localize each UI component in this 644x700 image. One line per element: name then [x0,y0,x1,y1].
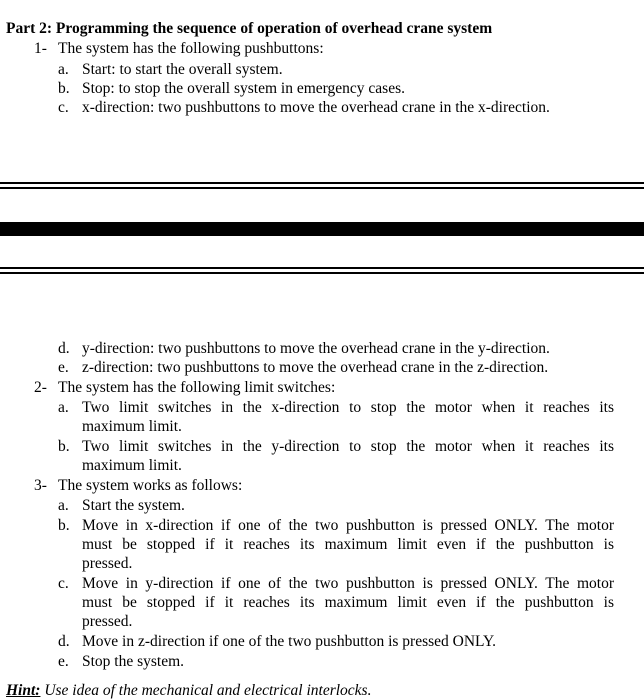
page-title: Part 2: Programming the sequence of operation of overhead crane system [6,20,493,37]
section-2-heading: The system has the following limit switches: [58,379,336,396]
list-item-letter: d. [58,340,70,357]
divider-bar [0,222,644,236]
divider-line [0,267,644,269]
hint [6,681,371,700]
divider-line [0,272,644,274]
list-item-letter: a. [58,497,69,514]
list-item-continuation: pressed. [82,613,133,630]
list-item-letter: e. [58,359,69,376]
list-item-letter: a. [58,399,69,416]
divider-line [0,182,644,184]
list-item: y-direction: two pushbuttons to move the overhead crane in the y-direction. [82,340,550,357]
list-item: z-direction: two pushbuttons to move the overhead crane in the z-direction. [82,359,549,376]
section-2-number: 2- [34,379,47,396]
hint-text: Use idea of the mechanical and electrical interlocks. [44,682,372,699]
list-item: Move in z-direction if one of the two pushbutton is pressed ONLY. [82,633,497,650]
divider-line [0,187,644,189]
list-item-letter: b. [58,80,70,97]
list-item-letter: c. [58,99,69,116]
section-1-heading: The system has the following pushbuttons: [58,40,324,57]
section-1-number: 1- [34,40,47,57]
list-item-continuation: must be stopped if it reaches its maximum limit even if the pushbutton is [82,594,614,611]
list-item-continuation: maximum limit. [82,418,182,435]
list-item-continuation: maximum limit. [82,457,182,474]
list-item-letter: c. [58,575,69,592]
list-item: Move in y-direction if one of the two pushbutton is pressed ONLY. The motor [82,575,614,592]
hint-label: Hint: [6,682,41,699]
list-item: Move in x-direction if one of the two pushbutton is pressed ONLY. The motor [82,517,614,534]
list-item-letter: a. [58,61,69,78]
list-item-letter: d. [58,633,70,650]
list-item: Start the system. [82,497,185,514]
list-item: Stop the system. [82,653,185,670]
list-item-letter: b. [58,438,70,455]
list-item: Start: to start the overall system. [82,61,283,78]
list-item: Stop: to stop the overall system in emergency cases. [82,80,405,97]
list-item-letter: b. [58,517,70,534]
list-item: x-direction: two pushbuttons to move the overhead crane in the x-direction. [82,99,550,116]
list-item: Two limit switches in the y-direction to stop the motor when it reaches its [82,438,614,455]
section-3-number: 3- [34,477,47,494]
list-item: Two limit switches in the x-direction to stop the motor when it reaches its [82,399,614,416]
list-item-continuation: pressed. [82,555,133,572]
list-item-letter: e. [58,653,69,670]
list-item-continuation: must be stopped if it reaches its maximum limit even if the pushbutton is [82,536,614,553]
section-3-heading: The system works as follows: [58,477,243,494]
